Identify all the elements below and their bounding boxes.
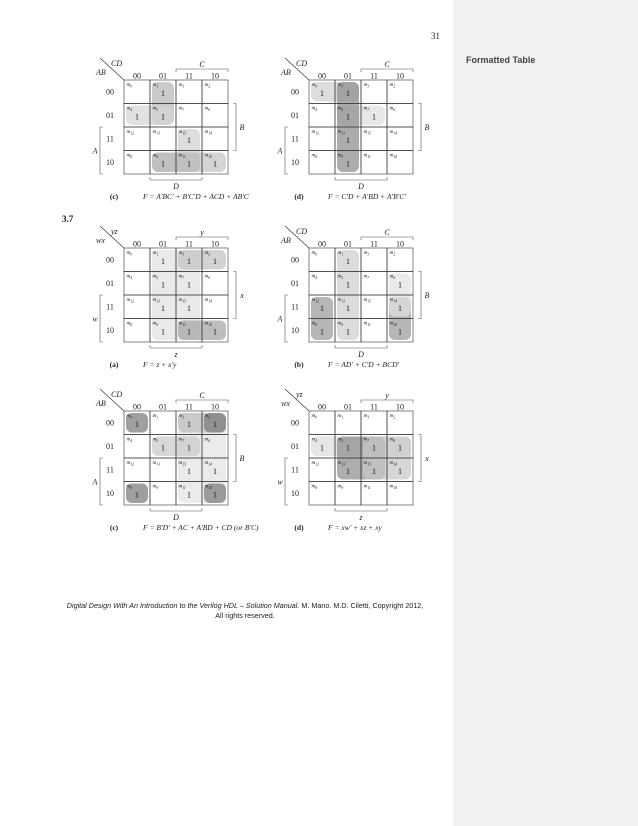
cell-one: 1 [186,255,192,266]
minterm-label: $m_5$ [152,105,159,112]
minterm-label: $m_6$ [389,273,396,280]
row-header: 11 [106,465,114,475]
column-bracket-label: C [199,391,205,400]
minterm-label: $m_5$ [337,273,344,280]
row-variable: wx [281,399,290,408]
row-header: 11 [106,134,114,144]
column-header: 11 [185,402,193,412]
panel-label: (c) [109,192,119,201]
column-bracket-bottom [335,508,387,511]
minterm-label: $m_1$ [337,413,344,420]
cell-one: 1 [160,87,166,98]
cell-one: 1 [397,302,403,313]
minterm-label: $m_9$ [152,320,159,327]
minterm-label: $m_7$ [363,105,370,112]
cell-one: 1 [160,326,166,337]
minterm-label: $m_{13}$ [152,460,161,467]
cell-one: 1 [186,158,192,169]
cell-one: 1 [319,87,325,98]
minterm-label: $m_1$ [337,250,344,257]
minterm-label: $m_7$ [178,105,185,112]
minterm-label: $m_0$ [311,413,318,420]
boolean-expression: F = A'BC' + B'C'D + ACD + AB'C [143,192,249,201]
footer-copyright [40,601,450,621]
column-header: 01 [344,402,352,412]
left-bracket-label: A [277,146,283,156]
minterm-label: $m_2$ [389,250,396,257]
boolean-expression: F = AD' + C'D + BCD' [328,360,400,369]
column-header: 10 [396,402,404,412]
minterm-label: $m_{12}$ [126,460,135,467]
column-header: 00 [133,71,141,81]
column-header: 01 [159,239,167,249]
column-header: 00 [133,239,141,249]
minterm-label: $m_2$ [389,413,396,420]
minterm-label: $m_{14}$ [389,460,398,467]
row-variable: AB [96,399,106,408]
minterm-label: $m_3$ [178,413,185,420]
left-bracket-label: w [277,477,283,487]
minterm-label: $m_3$ [363,82,370,89]
boolean-expression: F = z + x'y [143,360,177,369]
row-header: 00 [106,418,114,428]
cell-one: 1 [345,158,351,169]
cell-one: 1 [319,442,325,453]
minterm-label: $m_3$ [178,250,185,257]
column-header: 10 [211,239,219,249]
minterm-label: $m_{12}$ [311,297,320,304]
row-header: 01 [291,442,299,452]
minterm-label: $m_9$ [337,152,344,159]
row-header: 00 [291,255,299,265]
row-header: 01 [106,442,114,452]
cell-one: 1 [345,255,351,266]
minterm-label: $m_6$ [204,105,211,112]
left-bracket-label: A [92,146,98,156]
right-bracket-label: B [239,123,245,132]
cell-one: 1 [371,442,377,453]
minterm-label: $m_0$ [311,250,318,257]
row-header: 11 [106,302,114,312]
cell-one: 1 [212,255,218,266]
minterm-label: $m_{10}$ [389,320,398,327]
column-header: 00 [318,71,326,81]
minterm-label: $m_{15}$ [178,460,187,467]
minterm-label: $m_7$ [178,273,185,280]
cell-one: 1 [134,418,140,429]
minterm-label: $m_{10}$ [389,152,398,159]
column-header: 11 [370,239,378,249]
boolean-expression: F = xw' + xz + xy [328,523,382,532]
minterm-label: $m_{14}$ [389,297,398,304]
minterm-label: $m_2$ [204,250,211,257]
boolean-expression: F = C'D + A'BD + A'B'C' [328,192,406,201]
footer-book-title: Digital Design With An Introduction to the Verilog HDL – Solution Manual. [66,601,300,610]
cell-one: 1 [186,279,192,290]
minterm-label: $m_{12}$ [311,129,320,136]
cell-one: 1 [186,326,192,337]
cell-one: 1 [212,326,218,337]
minterm-label: $m_0$ [126,413,133,420]
column-header: 10 [211,402,219,412]
row-header: 10 [291,489,299,499]
minterm-label: $m_{11}$ [363,483,371,490]
minterm-label: $m_6$ [389,105,396,112]
minterm-label: $m_8$ [126,320,133,327]
column-variable: CD [296,59,308,68]
minterm-label: $m_3$ [363,250,370,257]
right-bracket-label: B [239,454,245,463]
cell-one: 1 [212,158,218,169]
minterm-label: $m_{11}$ [363,320,371,327]
row-header: 10 [106,489,114,499]
minterm-label: $m_6$ [204,273,211,280]
cell-one: 1 [134,111,140,122]
right-bracket-label: B [424,123,430,132]
minterm-label: $m_{15}$ [363,297,372,304]
footer-rights: All rights reserved. [215,611,275,620]
cell-one: 1 [319,326,325,337]
minterm-label: $m_5$ [152,273,159,280]
row-header: 01 [291,111,299,121]
minterm-label: $m_{13}$ [337,129,346,136]
row-header: 10 [291,158,299,168]
column-header: 11 [185,239,193,249]
cell-one: 1 [319,302,325,313]
minterm-label: $m_8$ [126,483,133,490]
minterm-label: $m_{13}$ [337,297,346,304]
column-header: 01 [344,71,352,81]
column-header: 11 [370,71,378,81]
minterm-label: $m_{15}$ [178,129,187,136]
cell-one: 1 [160,255,166,266]
minterm-label: $m_{10}$ [204,483,213,490]
cell-one: 1 [345,326,351,337]
left-bracket-label: w [92,314,98,324]
cell-one: 1 [371,465,377,476]
minterm-label: $m_9$ [152,152,159,159]
left-bracket-label: A [277,314,283,324]
minterm-label: $m_{14}$ [204,129,213,136]
bottom-bracket-label: D [173,513,179,522]
minterm-label: $m_0$ [126,82,133,89]
left-bracket-label: A [92,477,98,487]
minterm-label: $m_{14}$ [389,129,398,136]
minterm-label: $m_1$ [337,82,344,89]
cell-one: 1 [134,489,140,500]
minterm-label: $m_8$ [126,152,133,159]
minterm-label: $m_9$ [337,483,344,490]
minterm-label: $m_5$ [337,436,344,443]
cell-one: 1 [397,279,403,290]
footer-authors: M. Mano. M.D. Ciletti, Copyright 2012, [299,601,424,610]
minterm-label: $m_{15}$ [178,297,187,304]
row-bracket-right [418,435,421,482]
minterm-label: $m_3$ [178,82,185,89]
row-variable: wx [96,236,105,245]
minterm-label: $m_{13}$ [337,460,346,467]
minterm-label: $m_{15}$ [363,129,372,136]
row-header: 01 [106,111,114,121]
minterm-label: $m_8$ [311,483,318,490]
page-number: 31 [431,31,440,41]
panel-label: (c) [109,523,119,532]
cell-one: 1 [371,111,377,122]
column-variable: CD [111,390,123,399]
column-header: 11 [185,71,193,81]
boolean-expression: F = B'D' + AC + A'BD + CD (or B'C) [143,523,259,532]
cell-one: 1 [212,465,218,476]
minterm-label: $m_2$ [204,413,211,420]
row-header: 00 [291,418,299,428]
minterm-label: $m_9$ [152,483,159,490]
minterm-label: $m_4$ [311,105,318,112]
row-header: 01 [291,279,299,289]
cell-one: 1 [160,302,166,313]
row-variable: AB [281,236,291,245]
minterm-label: $m_{10}$ [204,152,213,159]
minterm-label: $m_{11}$ [178,152,186,159]
column-header: 00 [133,402,141,412]
cell-one: 1 [160,158,166,169]
cell-one: 1 [397,326,403,337]
column-bracket [361,400,413,403]
row-bracket-left [285,458,288,505]
minterm-label: $m_2$ [389,82,396,89]
minterm-label: $m_{13}$ [152,297,161,304]
cell-one: 1 [186,302,192,313]
minterm-label: $m_{11}$ [363,152,371,159]
column-header: 10 [396,239,404,249]
section-number: 3.7 [62,214,74,224]
column-header: 11 [370,402,378,412]
cell-one: 1 [186,465,192,476]
cell-one: 1 [186,134,192,145]
cell-one: 1 [160,279,166,290]
minterm-label: $m_7$ [178,436,185,443]
minterm-label: $m_{15}$ [363,460,372,467]
minterm-label: $m_4$ [126,105,133,112]
cell-one: 1 [186,442,192,453]
column-header: 10 [211,71,219,81]
cell-one: 1 [345,465,351,476]
minterm-label: $m_{14}$ [204,297,213,304]
bottom-bracket-label: z [359,513,363,522]
minterm-label: $m_{11}$ [178,320,186,327]
side-panel-label: Formatted Table [466,55,536,65]
minterm-label: $m_7$ [363,436,370,443]
column-header: 00 [318,239,326,249]
column-bracket-label: C [384,60,390,69]
minterm-label: $m_8$ [311,152,318,159]
panel-label: (a) [109,360,119,369]
minterm-label: $m_{12}$ [126,297,135,304]
minterm-label: $m_{10}$ [204,320,213,327]
minterm-label: $m_3$ [363,413,370,420]
column-bracket-label: y [200,228,204,237]
cell-one: 1 [345,302,351,313]
minterm-label: $m_2$ [204,82,211,89]
minterm-label: $m_4$ [311,436,318,443]
bottom-bracket-label: D [358,182,364,191]
bottom-bracket-label: D [173,182,179,191]
column-header: 01 [344,239,352,249]
minterm-label: $m_1$ [152,82,159,89]
minterm-label: $m_{12}$ [311,460,320,467]
cell-one: 1 [345,279,351,290]
row-header: 11 [291,465,299,475]
minterm-label: $m_4$ [126,273,133,280]
row-header: 10 [106,158,114,168]
column-header: 10 [396,71,404,81]
cell-one: 1 [345,442,351,453]
column-bracket-label: y [385,391,389,400]
bottom-bracket-label: z [174,350,178,359]
cell-one: 1 [212,418,218,429]
minterm-label: $m_5$ [337,105,344,112]
minterm-label: $m_{12}$ [126,129,135,136]
cell-one: 1 [212,489,218,500]
panel-label: (b) [294,360,304,369]
cell-one: 1 [397,442,403,453]
minterm-label: $m_{10}$ [389,483,398,490]
column-variable: CD [296,227,308,236]
row-header: 11 [291,302,299,312]
minterm-label: $m_6$ [389,436,396,443]
minterm-label: $m_6$ [204,436,211,443]
cell-one: 1 [345,111,351,122]
minterm-label: $m_4$ [126,436,133,443]
row-variable: AB [281,68,291,77]
minterm-label: $m_7$ [363,273,370,280]
cell-one: 1 [397,465,403,476]
cell-one: 1 [345,134,351,145]
column-variable: CD [111,59,123,68]
panel-label: (d) [294,523,304,532]
minterm-label: $m_0$ [126,250,133,257]
cell-one: 1 [345,87,351,98]
right-bracket-label: x [240,291,244,300]
row-variable: AB [96,68,106,77]
column-header: 01 [159,402,167,412]
column-variable: yz [296,390,303,399]
row-header: 00 [106,87,114,97]
column-bracket-label: C [199,60,205,69]
column-variable: yz [111,227,118,236]
cell-one: 1 [160,442,166,453]
row-header: 10 [291,326,299,336]
row-header: 10 [106,326,114,336]
minterm-label: $m_1$ [152,250,159,257]
minterm-label: $m_5$ [152,436,159,443]
minterm-label: $m_1$ [152,413,159,420]
minterm-label: $m_8$ [311,320,318,327]
cell-one: 1 [186,418,192,429]
column-header: 00 [318,402,326,412]
row-header: 11 [291,134,299,144]
right-bracket-label: x [425,454,429,463]
minterm-label: $m_9$ [337,320,344,327]
minterm-label: $m_{11}$ [178,483,186,490]
column-header: 01 [159,71,167,81]
bottom-bracket-label: D [358,350,364,359]
row-header: 01 [106,279,114,289]
minterm-label: $m_4$ [311,273,318,280]
right-bracket-label: B [424,291,430,300]
panel-label: (d) [294,192,304,201]
row-header: 00 [106,255,114,265]
minterm-label: $m_0$ [311,82,318,89]
cell-one: 1 [160,111,166,122]
minterm-label: $m_{13}$ [152,129,161,136]
row-header: 00 [291,87,299,97]
cell-one: 1 [186,489,192,500]
minterm-label: $m_{14}$ [204,460,213,467]
column-bracket-label: C [384,228,390,237]
